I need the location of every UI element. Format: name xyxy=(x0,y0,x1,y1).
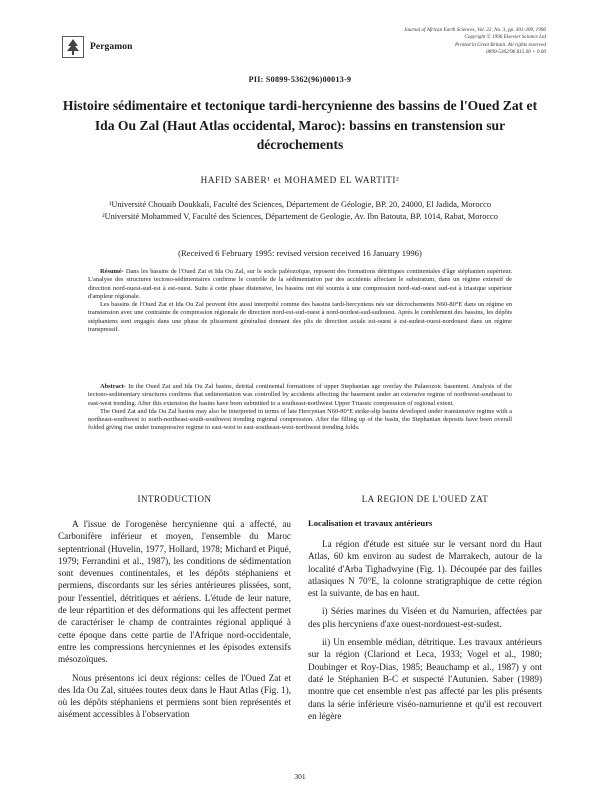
authors: HAFID SABER¹ et MOHAMED EL WARTITI² xyxy=(200,175,400,185)
journal-printed: Printed in Great Britain. All rights reserved xyxy=(454,41,546,48)
publisher-name: Pergamon xyxy=(90,42,133,52)
abstract-paragraph-1 xyxy=(88,383,512,408)
right-column xyxy=(308,494,542,728)
journal-issn: 0899-5362/96 $15.00 + 0.00 xyxy=(486,49,546,56)
region-paragraph-2: i) Séries marines du Viséen et du Namurien, affectées par des plis hercyniens d'axe ouest-nordouest-est-sudest. xyxy=(308,606,542,629)
resume-text-1: - Dans les bassins de l'Oued Zat et Ida Ou Zal, sur le socle paléozoïque, reposent des formations détritiques continentales d'âge stéphanien supérieur. L'analyse des structures tectono-sédimentaires confirme le contrôle de la sédimentation par des accidents affectant le substratum, dans un régime extensif de direction nord-ouest-sud-est à est-ouest. Suite à cette phase distensive, les bassins ont été soumis à une compression nord-sud-ouest sud-est à triasique supérieur d'ampleur régionale. xyxy=(88,268,512,300)
affiliations xyxy=(50,199,550,223)
journal-copyright: Copyright © 1996 Elsevier Science Ltd xyxy=(464,34,546,41)
region-paragraph-1: La région d'étude est située sur le versant nord du Haut Atlas, 60 km environ au sudest de Marrakech, autour de la localité d'Arba Tighadwyine (Fig. 1). Découpée par des failles atlasiques N 70°E, la colonne stratigraphique de cette région est la suivante, de bas en haut. xyxy=(308,539,542,599)
article-title: Histoire sédimentaire et tectonique tardi-hercynienne des bassins de l'Oued Zat et Ida Ou Zal (Haut Atlas occidental, Maroc): bassins en transtension sur décrochements xyxy=(62,98,538,152)
pergamon-tree-icon xyxy=(62,36,84,58)
resume-paragraph-1 xyxy=(88,268,512,301)
region-paragraph-3: ii) Un ensemble médian, détritique. Les travaux antérieurs sur la région (Clariond et Leca, 1933; Vogel et al., 1980; Doubinger et Roy-Dias, 1985; Beauchamp et al., 1987) y ont daté le Stéphanien B-C et suspecté l'Autunien. Saber (1989) montre que cet ensemble n'est pas affecté par les plis présents dans la série inférieure viséo-namurienne et qu'il est recouvert en légère xyxy=(308,637,542,721)
page-number: 301 xyxy=(294,772,306,781)
intro-paragraph-2: Nous présentons ici deux régions: celles de l'Oued Zat et des Ida Ou Zal, situées toutes deux dans le Haut Atlas (Fig. 1), où les dépôts stéphaniens et permiens sont bien représentés et aisément accessibles à l'observation xyxy=(58,672,291,720)
journal-info xyxy=(376,27,546,57)
abstract-text-1: - In the Oued Zat and Ida Ou Zal basins, detrital continental formations of upper Stephanian age overlay the Palaeozoic basement. Analysis of the tectono-sedimentary structures confirms that sedimentation was controlled by accidents affecting the basement under an extensive regime of northwest-southeast to east-west trending. After this extension the basins have been submitted to a southeast-northwest Upper Triassic compression of regional extent. xyxy=(88,383,512,407)
resume-label: Résumé xyxy=(100,268,122,275)
resume-block xyxy=(88,268,512,334)
region-heading: LA REGION DE L'OUED ZAT xyxy=(361,494,489,504)
abstract-paragraph-2: The Oued Zat and Ida Ou Zal basins may also be interpreted in terms of late Hercynian N60-80°E strike-slip basins developed under transtensive regime with a northeast-southwest to north-northeast-south-southwest trending regional compression. After the filling up of the basin, the Stephanian deposits have been overall folded giving rise under transpressive regime to east-west to east-southeast-west-northwest trending folds. xyxy=(88,407,512,432)
affiliation-2: ²Université Mohammed V, Faculté des Sciences, Département de Geologie, Av. Ibn Batouta, BP. 1014, Rabat, Morocco xyxy=(102,212,498,222)
intro-paragraph-1: A l'issue de l'orogenèse hercynienne qui a affecté, au Carbonifère inférieur et moyen, l'ensemble du Maroc septentrional (Huvelin, 1977, Hollard, 1978; Michard et Piqué, 1979; Ferrandini et al., 1987), les conditions de sédimentation sont devenues continentales, et les dépôts stéphaniens et permiens, discordants sur les séries antérieures plissées, sont, pour l'essentiel, détritiques et aériens. L'étude de leur nature, de leur répartition et des déformations qui les affectent permet de caractériser le champ de contraintes régional appliqué à cette époque dans cette partie de l'Afrique nord-occidentale, entre les compressions hercyniennes et les épisodes extensifs mésozoïques. xyxy=(58,519,291,665)
abstract-block xyxy=(88,383,512,433)
left-column xyxy=(58,494,291,727)
affiliation-1: ¹Université Chouaib Doukkali, Faculté des Sciences, Département de Géologie, BP. 20, 24000, El Jadida, Morocco xyxy=(109,200,491,209)
region-subheading: Localisation et travaux antérieurs xyxy=(308,518,433,528)
pii-line: PII: S0899-5362(96)00013-9 xyxy=(248,75,352,84)
received-dates: (Received 6 February 1995: revised version received 16 January 1996) xyxy=(178,248,422,258)
publisher-logo xyxy=(62,36,132,58)
region-body xyxy=(308,538,542,722)
abstract-label: Abstract xyxy=(100,383,124,390)
resume-paragraph-2: Les bassins de l'Oued Zat et Ida Ou Zal peuvent être aussi interprété comme des bassins tardi-hercyniens nés sur décrochements N60-80°E dans un régime en transtension avec une contrainte de compression régionale de direction nord-est-sud-ouest à nord-nordest-sud-sudouest. Après le comblement des bassins, les dépôts stéphaniens sont engagés dans une phase de plissement généralisé donnant des plis de direction axiale est-ouest à est-sudest-ouest-nordouest dans un régime transpressif. xyxy=(88,301,512,334)
journal-citation: Journal of African Earth Sciences, Vol. 22, No. 3, pp. 301-309, 1996 xyxy=(404,27,546,33)
intro-body xyxy=(58,518,291,721)
intro-heading: INTRODUCTION xyxy=(137,494,212,504)
